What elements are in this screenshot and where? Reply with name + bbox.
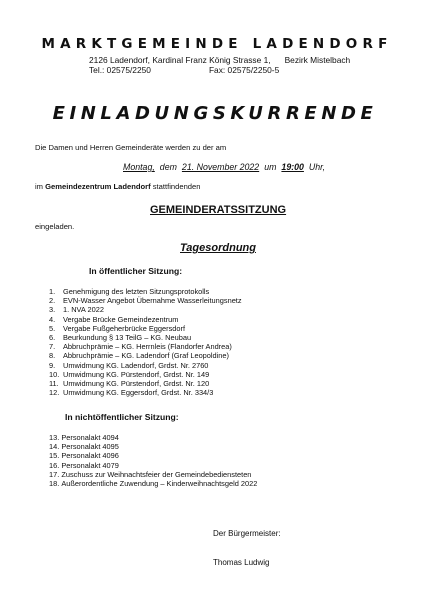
item-number: 10. (49, 369, 60, 379)
item-text: Umwidmung KG. Pürstendorf, Grdst. Nr. 149 (63, 369, 210, 379)
item-number: 14. (49, 442, 60, 452)
item-text: Genehmigung des letzten Sitzungsprotokolls (63, 287, 210, 296)
agenda-title: Tagesordnung (180, 242, 256, 254)
item-text: Vergabe Fußgeherbrücke Eggersdorf (63, 323, 186, 333)
location-prefix: im (35, 182, 44, 191)
item-text: Umwidmung KG. Ladendorf, Grdst. Nr. 2760 (63, 360, 209, 370)
item-text: Personalakt 4095 (61, 442, 119, 452)
item-text: Außerordentliche Zuwendung – Kinderweihnachtsgeld 2022 (61, 478, 258, 488)
contact-line (89, 65, 279, 75)
item-text: Abbruchprämie – KG. Herrnleis (Flandorfer Andrea) (63, 342, 232, 352)
location-suffix: stattfindenden (152, 182, 201, 191)
agenda-item (49, 370, 242, 379)
date-dem: dem (159, 162, 177, 172)
agenda-item (49, 379, 242, 388)
agenda-item (49, 351, 242, 360)
location-line (35, 182, 200, 191)
meeting-type: GEMEINDERATSSITZUNG (150, 204, 287, 216)
item-number: 1. (49, 287, 56, 296)
meeting-date-line (123, 162, 325, 172)
item-text: 1. NVA 2022 (63, 305, 104, 315)
item-number: 13. (49, 433, 60, 442)
agenda-item (49, 461, 257, 470)
address-line (89, 55, 350, 65)
item-number: 3. (49, 305, 56, 315)
item-number: 2. (49, 296, 56, 306)
item-number: 7. (49, 342, 56, 352)
agenda-item (49, 470, 257, 479)
item-number: 6. (49, 332, 56, 342)
meeting-place: Gemeindezentrum Ladendorf (45, 182, 151, 191)
agenda-item (49, 333, 242, 342)
agenda-item (49, 388, 242, 397)
public-agenda-list (49, 287, 242, 397)
item-number: 12. (49, 388, 60, 398)
public-session-heading: In öffentlicher Sitzung: (89, 266, 183, 276)
intro-text: Die Damen und Herren Gemeinderäte werden zu der am (35, 143, 227, 152)
fax-number: Fax: 02575/2250-5 (208, 65, 280, 75)
item-text: EVN-Wasser Angebot Übernahme Wasserleitungsnetz (63, 296, 242, 306)
private-agenda-list (49, 433, 257, 488)
agenda-item (49, 305, 242, 314)
date-um: um (264, 162, 277, 172)
item-text: Umwidmung KG. Pürstendorf, Grdst. Nr. 120 (63, 378, 210, 388)
agenda-item (49, 315, 242, 324)
invited-text: eingeladen. (35, 222, 75, 231)
item-number: 11. (49, 378, 59, 388)
organization-name: MARKTGEMEINDE LADENDORF (41, 36, 393, 52)
private-session-heading: In nichtöffentlicher Sitzung: (65, 412, 179, 422)
item-number: 15. (49, 451, 60, 461)
item-number: 5. (49, 323, 56, 333)
item-text: Personalakt 4079 (61, 460, 119, 470)
meeting-time: 19:00 (281, 162, 304, 172)
street-address: 2126 Ladendorf, Kardinal Franz König Strasse 1, (89, 55, 271, 65)
item-number: 16. (49, 460, 60, 470)
item-number: 18. (49, 478, 60, 488)
document-title: EINLADUNGSKURRENDE (52, 103, 378, 124)
district: Bezirk Mistelbach (284, 55, 351, 65)
item-text: Personalakt 4094 (61, 433, 119, 442)
agenda-item (49, 451, 257, 460)
item-text: Beurkundung § 13 TeilG – KG. Neubau (63, 332, 192, 342)
agenda-item (49, 296, 242, 305)
item-text: Vergabe Brücke Gemeindezentrum (63, 314, 179, 324)
item-text: Personalakt 4096 (61, 451, 119, 461)
item-text: Umwidmung KG. Eggersdorf, Grdst. Nr. 334/3 (63, 388, 214, 398)
agenda-item (49, 361, 242, 370)
item-number: 4. (49, 314, 56, 324)
phone-number: Tel.: 02575/2250 (89, 65, 151, 75)
item-text: Zuschuss zur Weihnachtsfeier der Gemeindebediensteten (61, 469, 252, 479)
date-uhr: Uhr, (308, 162, 326, 172)
item-number: 9. (49, 360, 56, 370)
agenda-item (49, 442, 257, 451)
mayor-label: Der Bürgermeister: (213, 529, 281, 538)
meeting-date: 21. November 2022 (181, 162, 260, 172)
agenda-item (49, 342, 242, 351)
agenda-item (49, 287, 242, 296)
mayor-name: Thomas Ludwig (213, 558, 270, 567)
item-text: Abbruchprämie – KG. Ladendorf (Graf Leopoldine) (63, 351, 229, 361)
agenda-item (49, 433, 257, 442)
item-number: 17. (49, 469, 60, 479)
item-number: 8. (49, 351, 56, 361)
agenda-item (49, 479, 257, 488)
agenda-item (49, 324, 242, 333)
weekday: Montag, (123, 162, 155, 172)
